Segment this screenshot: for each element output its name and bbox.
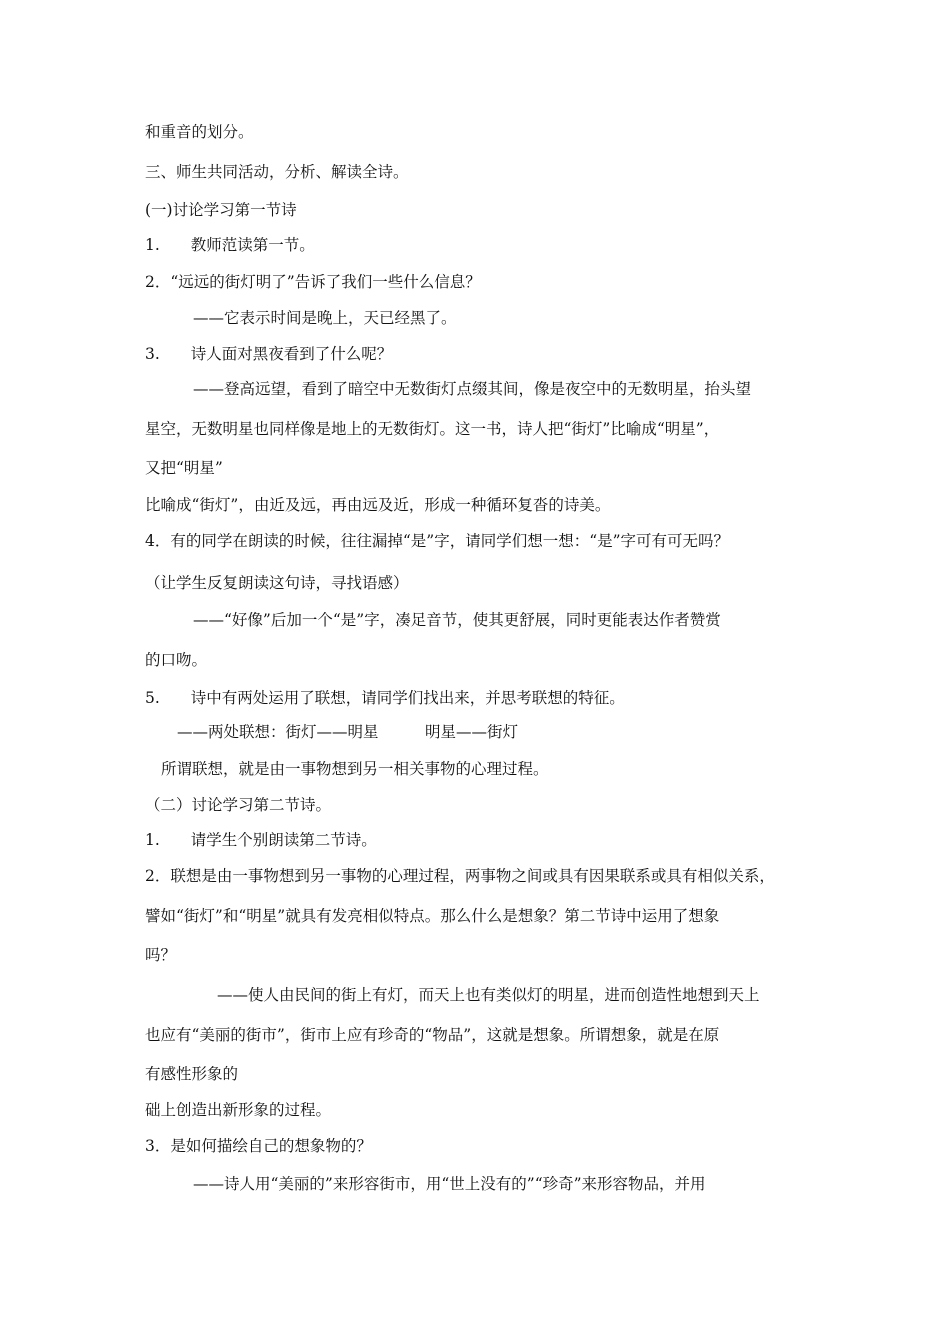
- text-line-26: 有感性形象的: [145, 1065, 239, 1083]
- text-line-25: 也应有“美丽的街市”，街市上应有珍奇的“物品”，这就是想象。所谓想象，就是在原: [145, 1026, 720, 1044]
- text-line-18: 所谓联想，就是由一事物想到另一相关事物的心理过程。: [161, 760, 549, 778]
- text-line-8: ——登高远望，看到了暗空中无数街灯点缀其间，像是夜空中的无数明星，抬头望: [193, 380, 752, 398]
- text-line-4: 1. 教师范读第一节。: [145, 236, 315, 254]
- text-line-5: 2．“远远的街灯明了”告诉了我们一些什么信息？: [145, 273, 481, 291]
- text-line-29: ——诗人用“美丽的”来形容街市，用“世上没有的”“珍奇”来形容物品，并用: [193, 1175, 706, 1193]
- text-line-22: 譬如“街灯”和“明星”就具有发亮相似特点。那么什么是想象？第二节诗中运用了想象: [145, 907, 720, 925]
- text-line-28: 3．是如何描绘自己的想象物的？: [145, 1137, 372, 1155]
- text-line-19: （二）讨论学习第二节诗。: [145, 796, 332, 814]
- text-line-15: 的口吻。: [145, 651, 208, 669]
- text-line-1: 和重音的划分。: [145, 123, 254, 141]
- text-line-11: 比喻成“街灯”，由近及远，再由远及近，形成一种循环复沓的诗美。: [145, 496, 611, 514]
- text-line-10: 又把“明星”: [145, 459, 223, 477]
- text-line-24: ——使人由民间的街上有灯，而天上也有类似灯的明星，进而创造性地想到天上: [217, 986, 760, 1004]
- text-line-13: （让学生反复朗读这句诗，寻找语感）: [145, 574, 409, 592]
- text-line-9: 星空，无数明星也同样像是地上的无数街灯。这一书，诗人把“街灯”比喻成“明星”，: [145, 420, 720, 438]
- text-line-17: ——两处联想：街灯——明星 明星——街灯: [177, 723, 519, 741]
- text-line-6: ——它表示时间是晚上，天已经黑了。: [193, 309, 457, 327]
- text-line-3: (一)讨论学习第一节诗: [145, 201, 297, 219]
- text-line-14: ——“好像”后加一个“是”字，凑足音节，使其更舒展，同时更能表达作者赞赏: [193, 611, 721, 629]
- text-line-12: 4．有的同学在朗读的时候，往往漏掉“是”字，请同学们想一想：“是”字可有可无吗？: [145, 532, 730, 550]
- text-line-23: 吗？: [145, 946, 177, 964]
- text-line-7: 3. 诗人面对黑夜看到了什么呢？: [145, 345, 393, 363]
- text-line-27: 础上创造出新形象的过程。: [145, 1101, 332, 1119]
- text-line-2: 三、师生共同活动，分析、解读全诗。: [145, 163, 409, 181]
- text-line-20: 1. 请学生个别朗读第二节诗。: [145, 831, 377, 849]
- text-line-16: 5. 诗中有两处运用了联想，请同学们找出来，并思考联想的特征。: [145, 689, 625, 707]
- text-line-21: 2．联想是由一事物想到另一事物的心理过程，两事物之间或具有因果联系或具有相似关系，: [145, 867, 775, 885]
